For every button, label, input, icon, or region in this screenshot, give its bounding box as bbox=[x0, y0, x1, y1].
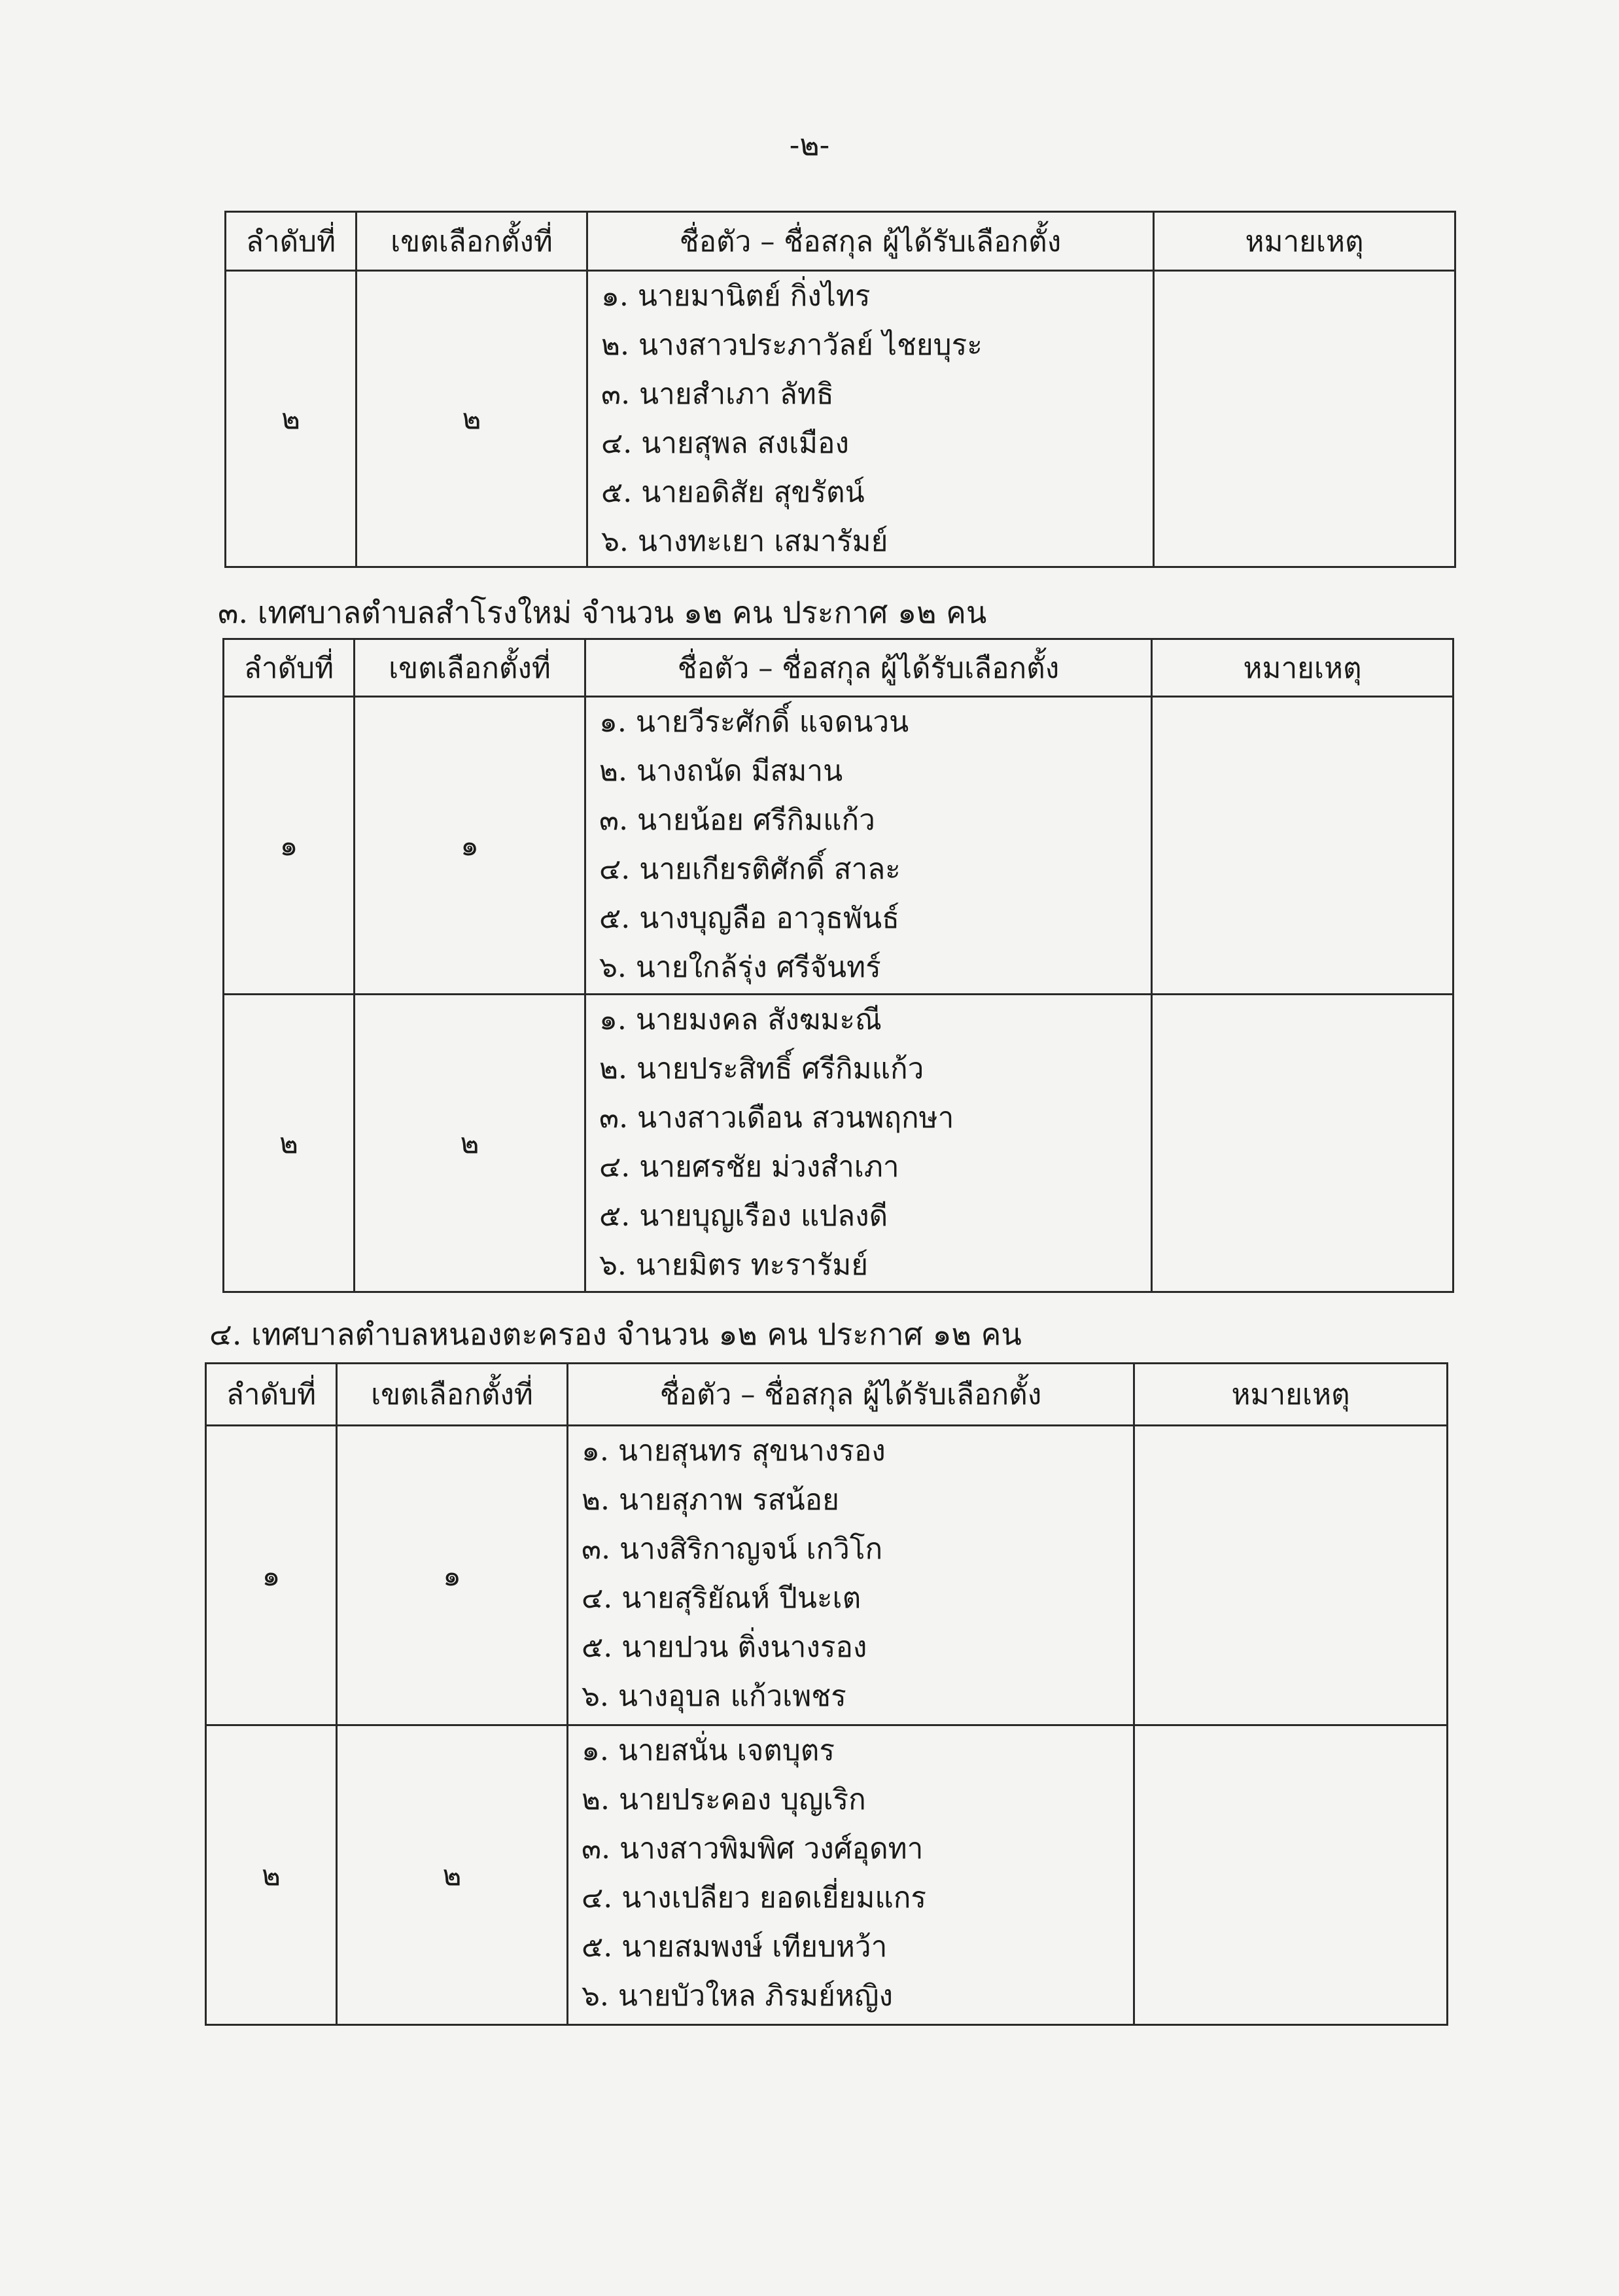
candidate-name: ๓. นางสิริกาญจน์ เกวิโก bbox=[582, 1532, 883, 1566]
candidate-name: ๑. นายมงคล สังฆมะณี bbox=[599, 1003, 882, 1036]
candidate-name: ๕. นายสมพงษ์ เทียบหว้า bbox=[582, 1930, 888, 1964]
table-header-row bbox=[206, 1364, 1448, 1426]
remark-cell bbox=[1134, 1725, 1448, 2025]
candidate-name: ๔. นายศรชัย ม่วงสำเภา bbox=[599, 1150, 899, 1184]
col-header-district: เขตเลือกตั้งที่ bbox=[357, 212, 587, 271]
table-row bbox=[224, 697, 1454, 995]
col-header-names: ชื่อตัว – ชื่อสกุล ผู้ได้รับเลือกตั้ง bbox=[587, 212, 1154, 271]
candidate-name: ๔. นายสุริยัณห์ ปีนะเต bbox=[582, 1581, 862, 1615]
candidate-name: ๒. นายประสิทธิ์ ศรีกิมแก้ว bbox=[599, 1052, 924, 1086]
remark-cell bbox=[1152, 697, 1454, 995]
candidate-name: ๑. นายมานิตย์ กิ่งไทร bbox=[601, 279, 871, 313]
names-cell bbox=[587, 271, 1154, 567]
table-row bbox=[206, 1426, 1448, 1725]
order-cell: ๑ bbox=[206, 1426, 337, 1725]
candidate-name: ๑. นายสนั่น เจตบุตร bbox=[582, 1734, 835, 1767]
table-row bbox=[226, 271, 1455, 567]
section-heading-nong-takhrong: ๔. เทศบาลตำบลหนองตะครอง จำนวน ๑๒ คน ประกาศ ๑๒ คน bbox=[209, 1316, 1022, 1352]
col-header-remark: หมายเหตุ bbox=[1134, 1364, 1448, 1426]
col-header-order: ลำดับที่ bbox=[224, 639, 355, 697]
table-header-row bbox=[226, 212, 1455, 271]
col-header-remark: หมายเหตุ bbox=[1154, 212, 1455, 271]
district-cell: ๒ bbox=[357, 271, 587, 567]
district-cell: ๑ bbox=[337, 1426, 568, 1725]
col-header-order: ลำดับที่ bbox=[206, 1364, 337, 1426]
col-header-order: ลำดับที่ bbox=[226, 212, 357, 271]
order-cell: ๑ bbox=[224, 697, 355, 995]
col-header-remark: หมายเหตุ bbox=[1152, 639, 1454, 697]
candidate-name: ๖. นายใกล้รุ่ง ศรีจันทร์ bbox=[599, 951, 881, 984]
candidate-name: ๓. นางสาวพิมพิศ วงศ์อุดทา bbox=[582, 1832, 924, 1865]
candidate-name: ๔. นายสุพล สงเมือง bbox=[601, 427, 849, 460]
names-cell bbox=[568, 1725, 1134, 2025]
remark-cell bbox=[1154, 271, 1455, 567]
col-header-names: ชื่อตัว – ชื่อสกุล ผู้ได้รับเลือกตั้ง bbox=[585, 639, 1152, 697]
candidate-name: ๔. นายเกียรติศักดิ์ สาละ bbox=[599, 853, 901, 886]
candidate-name: ๖. นายมิตร ทะรารัมย์ bbox=[599, 1248, 869, 1282]
candidate-name: ๓. นายสำเภา ลัทธิ bbox=[601, 378, 834, 411]
names-cell bbox=[568, 1426, 1134, 1725]
order-cell: ๒ bbox=[226, 271, 357, 567]
candidate-name: ๓. นายน้อย ศรีกิมแก้ว bbox=[599, 804, 875, 837]
candidate-name: ๖. นางทะเยา เสมารัมย์ bbox=[601, 525, 888, 558]
candidate-name: ๒. นางถนัด มีสมาน bbox=[599, 754, 843, 788]
remark-cell bbox=[1134, 1426, 1448, 1725]
order-cell: ๒ bbox=[206, 1725, 337, 2025]
candidate-name: ๒. นายสุภาพ รสน้อย bbox=[582, 1483, 839, 1517]
candidate-name: ๒. นางสาวประภาวัลย์ ไชยบุระ bbox=[601, 328, 983, 362]
table-row bbox=[206, 1725, 1448, 2025]
table-row bbox=[224, 995, 1454, 1292]
col-header-district: เขตเลือกตั้งที่ bbox=[355, 639, 585, 697]
district-cell: ๑ bbox=[355, 697, 585, 995]
section-heading-samrong-mai: ๓. เทศบาลตำบลสำโรงใหม่ จำนวน ๑๒ คน ประกาศ ๑๒ คน bbox=[218, 595, 987, 630]
candidate-name: ๑. นายวีระศักดิ์ แจดนวน bbox=[599, 705, 909, 739]
district-cell: ๒ bbox=[355, 995, 585, 1292]
candidate-name: ๔. นางเปลียว ยอดเยี่ยมแกร bbox=[582, 1881, 926, 1915]
col-header-district: เขตเลือกตั้งที่ bbox=[337, 1364, 568, 1426]
remark-cell bbox=[1152, 995, 1454, 1292]
candidate-name: ๓. นางสาวเดือน สวนพฤกษา bbox=[599, 1101, 954, 1135]
candidate-name: ๕. นายบุญเรือง แปลงดี bbox=[599, 1199, 888, 1233]
district-cell: ๒ bbox=[337, 1725, 568, 2025]
candidate-name: ๑. นายสุนทร สุขนางรอง bbox=[582, 1434, 886, 1468]
candidate-name: ๖. นางอุบล แก้วเพชร bbox=[582, 1680, 846, 1713]
results-table-continued bbox=[224, 211, 1456, 568]
results-table-samrong-mai bbox=[222, 638, 1454, 1293]
candidate-name: ๕. นายปวน ติ่งนางรอง bbox=[582, 1631, 867, 1664]
results-table-nong-takhrong bbox=[205, 1362, 1448, 2026]
page-number: -๒- bbox=[789, 127, 830, 162]
candidate-name: ๒. นายประคอง บุญเริก bbox=[582, 1783, 866, 1816]
table-header-row bbox=[224, 639, 1454, 697]
names-cell bbox=[585, 995, 1152, 1292]
order-cell: ๒ bbox=[224, 995, 355, 1292]
candidate-name: ๕. นางบุญลือ อาวุธพันธ์ bbox=[599, 902, 899, 935]
col-header-names: ชื่อตัว – ชื่อสกุล ผู้ได้รับเลือกตั้ง bbox=[568, 1364, 1134, 1426]
candidate-name: ๖. นายบัวใหล ภิรมย์หญิง bbox=[582, 1979, 893, 2013]
names-cell bbox=[585, 697, 1152, 995]
candidate-name: ๕. นายอดิสัย สุขรัตน์ bbox=[601, 476, 865, 509]
